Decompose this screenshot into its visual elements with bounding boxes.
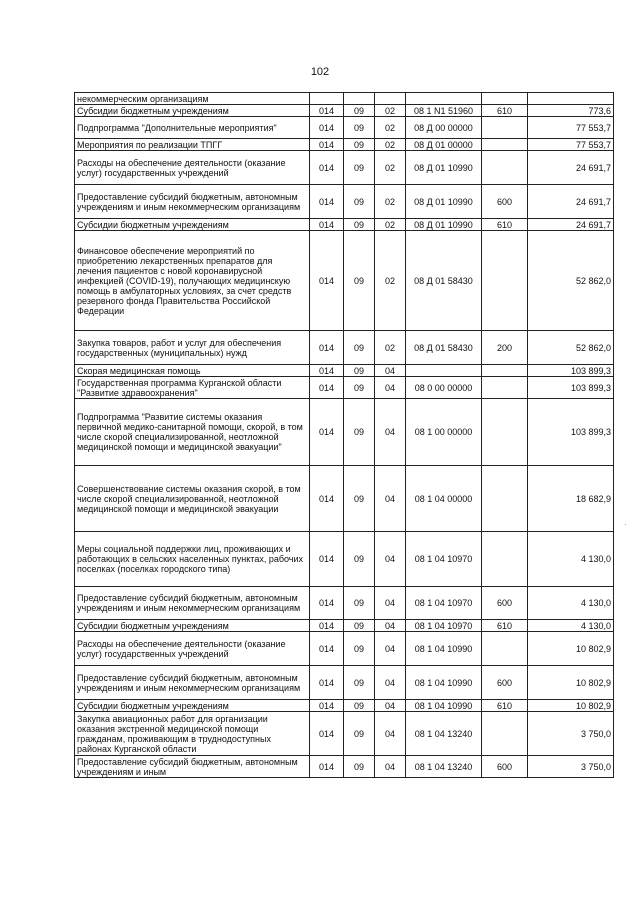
cell-code-admin: 014 xyxy=(310,117,344,139)
cell-code-admin: 014 xyxy=(310,399,344,466)
cell-code-admin: 014 xyxy=(310,666,344,700)
cell-code-subsection: 04 xyxy=(375,632,406,666)
cell-code-target: 08 1 04 10990 xyxy=(406,700,482,712)
cell-code-subsection: 02 xyxy=(375,105,406,117)
cell-code-target: 08 1 04 13240 xyxy=(406,712,482,756)
cell-code-target: 08 1 00 00000 xyxy=(406,399,482,466)
table-row xyxy=(75,365,614,377)
cell-code-admin: 014 xyxy=(310,185,344,219)
cell-code-expense-type xyxy=(482,712,528,756)
cell-code-section xyxy=(344,93,375,105)
table-row xyxy=(75,399,614,466)
cell-code-expense-type: 610 xyxy=(482,620,528,632)
cell-code-expense-type xyxy=(482,632,528,666)
cell-code-subsection: 02 xyxy=(375,185,406,219)
cell-amount: 77 553,7 xyxy=(528,139,614,151)
cell-code-expense-type xyxy=(482,466,528,532)
cell-name: некоммерческим организациям xyxy=(75,93,310,105)
cell-code-target: 08 Д 01 10990 xyxy=(406,151,482,185)
cell-amount: 3 750,0 xyxy=(528,712,614,756)
cell-code-subsection: 02 xyxy=(375,331,406,365)
cell-amount: 4 130,0 xyxy=(528,532,614,587)
cell-amount: 103 899,3 xyxy=(528,399,614,466)
cell-code-section: 09 xyxy=(344,105,375,117)
cell-code-admin: 014 xyxy=(310,105,344,117)
cell-code-subsection: 04 xyxy=(375,700,406,712)
cell-code-expense-type: 610 xyxy=(482,700,528,712)
cell-name: Предоставление субсидий бюджетным, автономным учреждениям и иным некоммерческим организациям xyxy=(75,666,310,700)
cell-code-admin: 014 xyxy=(310,331,344,365)
cell-code-subsection: 04 xyxy=(375,587,406,620)
table-row xyxy=(75,331,614,365)
cell-code-admin: 014 xyxy=(310,466,344,532)
cell-code-expense-type xyxy=(482,365,528,377)
table-row xyxy=(75,666,614,700)
cell-code-subsection: 02 xyxy=(375,139,406,151)
cell-code-section: 09 xyxy=(344,219,375,231)
cell-amount: 103 899,3 xyxy=(528,377,614,399)
cell-amount: 10 802,9 xyxy=(528,700,614,712)
cell-name: Закупка товаров, работ и услуг для обеспечения государственных (муниципальных) нужд xyxy=(75,331,310,365)
cell-name: Мероприятия по реализации ТПГГ xyxy=(75,139,310,151)
cell-amount xyxy=(528,93,614,105)
cell-code-expense-type xyxy=(482,93,528,105)
cell-code-expense-type xyxy=(482,231,528,331)
cell-code-target: 08 1 04 10970 xyxy=(406,620,482,632)
cell-amount: 773,6 xyxy=(528,105,614,117)
cell-code-subsection: 04 xyxy=(375,756,406,778)
cell-name: Расходы на обеспечение деятельности (оказание услуг) государственных учреждений xyxy=(75,151,310,185)
cell-code-target: 08 1 04 10970 xyxy=(406,587,482,620)
cell-code-admin: 014 xyxy=(310,712,344,756)
cell-code-section: 09 xyxy=(344,712,375,756)
cell-code-admin: 014 xyxy=(310,219,344,231)
cell-amount: 24 691,7 xyxy=(528,219,614,231)
cell-code-expense-type xyxy=(482,139,528,151)
cell-code-admin: 014 xyxy=(310,139,344,151)
cell-code-subsection: 04 xyxy=(375,620,406,632)
cell-code-admin: 014 xyxy=(310,231,344,331)
cell-code-subsection: 02 xyxy=(375,231,406,331)
cell-code-section: 09 xyxy=(344,117,375,139)
cell-code-target: 08 1 04 10970 xyxy=(406,532,482,587)
table-row xyxy=(75,700,614,712)
cell-code-section: 09 xyxy=(344,632,375,666)
margin-mark: · xyxy=(624,520,627,529)
cell-name: Подпрограмма "Развитие системы оказания первичной медико-санитарной помощи, скорой, в том числе скорой специализированной, неотложной медицинской помощи и медицинской эвакуации" xyxy=(75,399,310,466)
cell-code-admin xyxy=(310,93,344,105)
cell-amount: 10 802,9 xyxy=(528,666,614,700)
cell-amount: 3 750,0 xyxy=(528,756,614,778)
cell-code-target: 08 Д 00 00000 xyxy=(406,117,482,139)
cell-amount: 4 130,0 xyxy=(528,587,614,620)
cell-code-section: 09 xyxy=(344,365,375,377)
cell-name: Субсидии бюджетным учреждениям xyxy=(75,700,310,712)
cell-name: Совершенствование системы оказания скорой, в том числе скорой специализированной, неотложной медицинской помощи и медицинской эвакуации xyxy=(75,466,310,532)
cell-code-target: 08 Д 01 10990 xyxy=(406,219,482,231)
cell-code-subsection: 04 xyxy=(375,712,406,756)
cell-name: Предоставление субсидий бюджетным, автономным учреждениям и иным xyxy=(75,756,310,778)
cell-code-admin: 014 xyxy=(310,756,344,778)
cell-amount: 52 862,0 xyxy=(528,231,614,331)
cell-code-expense-type: 600 xyxy=(482,666,528,700)
cell-code-target: 08 1 04 10990 xyxy=(406,632,482,666)
cell-code-target: 08 1 04 13240 xyxy=(406,756,482,778)
cell-code-target: 08 Д 01 00000 xyxy=(406,139,482,151)
cell-amount: 52 862,0 xyxy=(528,331,614,365)
cell-amount: 24 691,7 xyxy=(528,151,614,185)
cell-code-admin: 014 xyxy=(310,151,344,185)
cell-code-admin: 014 xyxy=(310,532,344,587)
cell-code-target: 08 Д 01 10990 xyxy=(406,185,482,219)
table-row xyxy=(75,620,614,632)
cell-code-section: 09 xyxy=(344,620,375,632)
cell-name: Субсидии бюджетным учреждениям xyxy=(75,105,310,117)
cell-name: Субсидии бюджетным учреждениям xyxy=(75,620,310,632)
cell-code-subsection: 04 xyxy=(375,532,406,587)
cell-code-expense-type: 610 xyxy=(482,219,528,231)
table-row xyxy=(75,151,614,185)
cell-code-target: 08 1 04 10990 xyxy=(406,666,482,700)
cell-code-expense-type: 200 xyxy=(482,331,528,365)
budget-table-body xyxy=(75,93,614,778)
cell-name: Закупка авиационных работ для организации оказания экстренной медицинской помощи гражданам, проживающим в труднодоступных районах Курганской области xyxy=(75,712,310,756)
table-row xyxy=(75,756,614,778)
cell-code-subsection: 02 xyxy=(375,151,406,185)
cell-code-admin: 014 xyxy=(310,587,344,620)
cell-amount: 103 899,3 xyxy=(528,365,614,377)
cell-code-target: 08 1 04 00000 xyxy=(406,466,482,532)
cell-code-section: 09 xyxy=(344,466,375,532)
cell-code-section: 09 xyxy=(344,331,375,365)
cell-code-target: 08 Д 01 58430 xyxy=(406,231,482,331)
cell-code-target xyxy=(406,93,482,105)
cell-code-expense-type xyxy=(482,151,528,185)
cell-code-subsection: 04 xyxy=(375,365,406,377)
cell-code-target: 08 1 N1 51960 xyxy=(406,105,482,117)
cell-code-expense-type: 610 xyxy=(482,105,528,117)
cell-code-expense-type xyxy=(482,377,528,399)
table-row xyxy=(75,139,614,151)
table-row xyxy=(75,466,614,532)
cell-amount: 24 691,7 xyxy=(528,185,614,219)
table-row xyxy=(75,93,614,105)
table-row xyxy=(75,532,614,587)
cell-code-section: 09 xyxy=(344,756,375,778)
cell-code-section: 09 xyxy=(344,399,375,466)
cell-name: Финансовое обеспечение мероприятий по приобретению лекарственных препаратов для лечения пациентов с новой коронавирусной инфекцией (COVID-19), получающих медицинскую помощь в амбулаторных условиях, за счет средств резервного фонда Правительства Российской Федерации xyxy=(75,231,310,331)
cell-code-subsection: 04 xyxy=(375,466,406,532)
cell-code-section: 09 xyxy=(344,151,375,185)
cell-code-subsection: 04 xyxy=(375,377,406,399)
cell-code-expense-type: 600 xyxy=(482,587,528,620)
table-row xyxy=(75,587,614,620)
cell-name: Скорая медицинская помощь xyxy=(75,365,310,377)
cell-code-admin: 014 xyxy=(310,632,344,666)
budget-table xyxy=(74,92,614,778)
cell-code-expense-type xyxy=(482,117,528,139)
cell-code-target: 08 Д 01 58430 xyxy=(406,331,482,365)
table-row xyxy=(75,231,614,331)
table-row xyxy=(75,712,614,756)
table-row xyxy=(75,219,614,231)
table-row xyxy=(75,185,614,219)
cell-code-section: 09 xyxy=(344,185,375,219)
cell-code-subsection: 04 xyxy=(375,666,406,700)
cell-code-section: 09 xyxy=(344,139,375,151)
cell-code-section: 09 xyxy=(344,666,375,700)
table-row xyxy=(75,377,614,399)
cell-code-expense-type: 600 xyxy=(482,185,528,219)
cell-code-admin: 014 xyxy=(310,700,344,712)
cell-name: Предоставление субсидий бюджетным, автономным учреждениям и иным некоммерческим организациям xyxy=(75,587,310,620)
cell-amount: 10 802,9 xyxy=(528,632,614,666)
cell-code-subsection: 02 xyxy=(375,219,406,231)
cell-code-subsection: 04 xyxy=(375,399,406,466)
cell-code-section: 09 xyxy=(344,231,375,331)
cell-name: Субсидии бюджетным учреждениям xyxy=(75,219,310,231)
cell-name: Расходы на обеспечение деятельности (оказание услуг) государственных учреждений xyxy=(75,632,310,666)
page-number: 102 xyxy=(310,66,330,78)
cell-code-subsection xyxy=(375,93,406,105)
cell-code-section: 09 xyxy=(344,532,375,587)
cell-name: Предоставление субсидий бюджетным, автономным учреждениям и иным некоммерческим организациям xyxy=(75,185,310,219)
table-row xyxy=(75,117,614,139)
cell-code-section: 09 xyxy=(344,587,375,620)
cell-code-admin: 014 xyxy=(310,620,344,632)
cell-amount: 77 553,7 xyxy=(528,117,614,139)
cell-name: Государственная программа Курганской области "Развитие здравоохранения" xyxy=(75,377,310,399)
cell-code-target xyxy=(406,365,482,377)
table-row xyxy=(75,632,614,666)
cell-code-expense-type: 600 xyxy=(482,756,528,778)
cell-amount: 18 682,9 xyxy=(528,466,614,532)
cell-name: Подпрограмма "Дополнительные мероприятия" xyxy=(75,117,310,139)
cell-code-section: 09 xyxy=(344,377,375,399)
cell-amount: 4 130,0 xyxy=(528,620,614,632)
cell-name: Меры социальной поддержки лиц, проживающих и работающих в сельских населенных пунктах, рабочих поселках (поселках городского типа) xyxy=(75,532,310,587)
table-row xyxy=(75,105,614,117)
cell-code-section: 09 xyxy=(344,700,375,712)
cell-code-admin: 014 xyxy=(310,377,344,399)
cell-code-admin: 014 xyxy=(310,365,344,377)
cell-code-subsection: 02 xyxy=(375,117,406,139)
cell-code-target: 08 0 00 00000 xyxy=(406,377,482,399)
cell-code-expense-type xyxy=(482,532,528,587)
cell-code-expense-type xyxy=(482,399,528,466)
